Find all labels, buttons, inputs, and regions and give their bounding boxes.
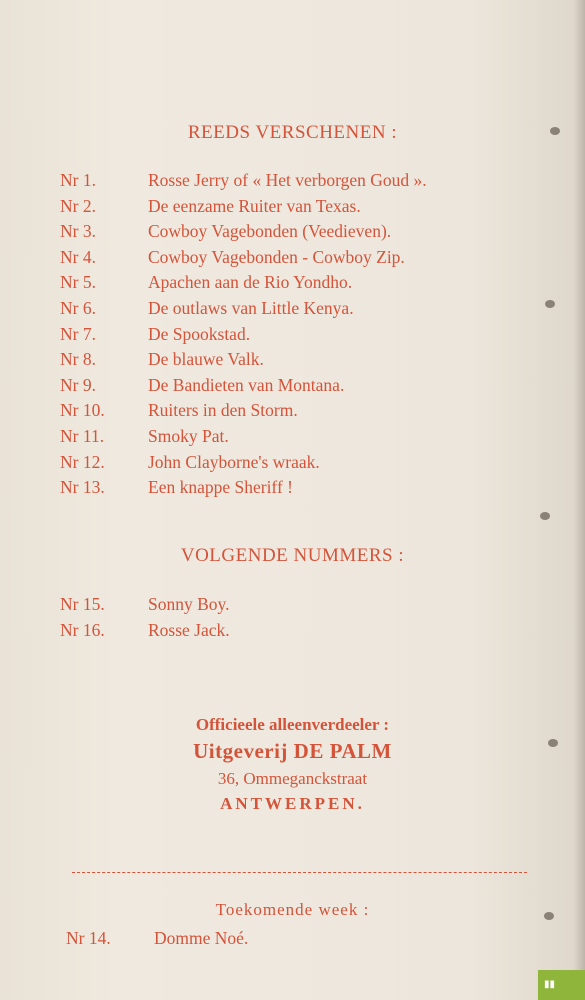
- distributor-label: Officieele alleenverdeeler :: [195, 715, 390, 734]
- watermark-logo: ▮▮: [538, 970, 585, 1000]
- issue-number: Nr 3.: [60, 221, 96, 242]
- next-week-label: Toekomende week :: [215, 900, 370, 919]
- issue-title: Cowboy Vagebonden - Cowboy Zip.: [148, 246, 405, 267]
- issue-number: Nr 8.: [60, 349, 96, 370]
- publisher-name: Uitgeverij DE PALM: [193, 739, 392, 763]
- issue-title: Rosse Jack.: [148, 619, 230, 640]
- issue-title: Apachen aan de Rio Yondho.: [148, 272, 353, 293]
- issue-title: De Bandieten van Montana.: [148, 374, 345, 395]
- divider: [72, 872, 527, 873]
- issue-number: Nr 15.: [60, 594, 105, 614]
- issue-number: Nr 16.: [60, 619, 105, 640]
- published-heading: REEDS VERSCHENEN :: [187, 122, 398, 143]
- issue-title: John Clayborne's wraak.: [148, 451, 320, 472]
- issue-number: Nr 1.: [60, 170, 96, 190]
- issue-title: Domme Noé.: [154, 928, 249, 948]
- issue-title: Ruiters in den Storm.: [148, 400, 298, 421]
- issue-number: Nr 5.: [60, 272, 96, 293]
- publisher-city: ANTWERPEN.: [220, 794, 365, 813]
- issue-title: Smoky Pat.: [148, 426, 229, 446]
- issue-number: Nr 7.: [60, 323, 96, 344]
- issue-title: Een knappe Sheriff !: [148, 477, 293, 498]
- issue-number: Nr 10.: [60, 400, 105, 421]
- issue-number: Nr 14.: [66, 928, 111, 948]
- issue-number: Nr 4.: [60, 246, 96, 267]
- issue-title: Sonny Boy.: [148, 594, 230, 614]
- issue-title: De Spookstad.: [148, 323, 251, 344]
- issue-number: Nr 6.: [60, 298, 96, 318]
- issue-number: Nr 12.: [60, 451, 105, 472]
- issue-title: De blauwe Valk.: [148, 349, 264, 370]
- page-edge: [573, 0, 585, 1000]
- issue-number: Nr 11.: [60, 426, 105, 446]
- issue-title: De outlaws van Little Kenya.: [148, 298, 354, 318]
- issue-title: Rosse Jerry of « Het verborgen Goud ».: [148, 170, 427, 190]
- issue-number: Nr 9.: [60, 374, 96, 395]
- staple-hole: [540, 512, 550, 520]
- publisher-street: 36, Ommeganckstraat: [217, 769, 368, 788]
- issue-title: De eenzame Ruiter van Texas.: [148, 195, 361, 216]
- issue-number: Nr 2.: [60, 195, 96, 216]
- issue-title: Cowboy Vagebonden (Veedieven).: [148, 221, 392, 242]
- staple-hole: [545, 300, 555, 308]
- upcoming-heading: VOLGENDE NUMMERS :: [180, 545, 405, 566]
- issue-number: Nr 13.: [60, 477, 105, 498]
